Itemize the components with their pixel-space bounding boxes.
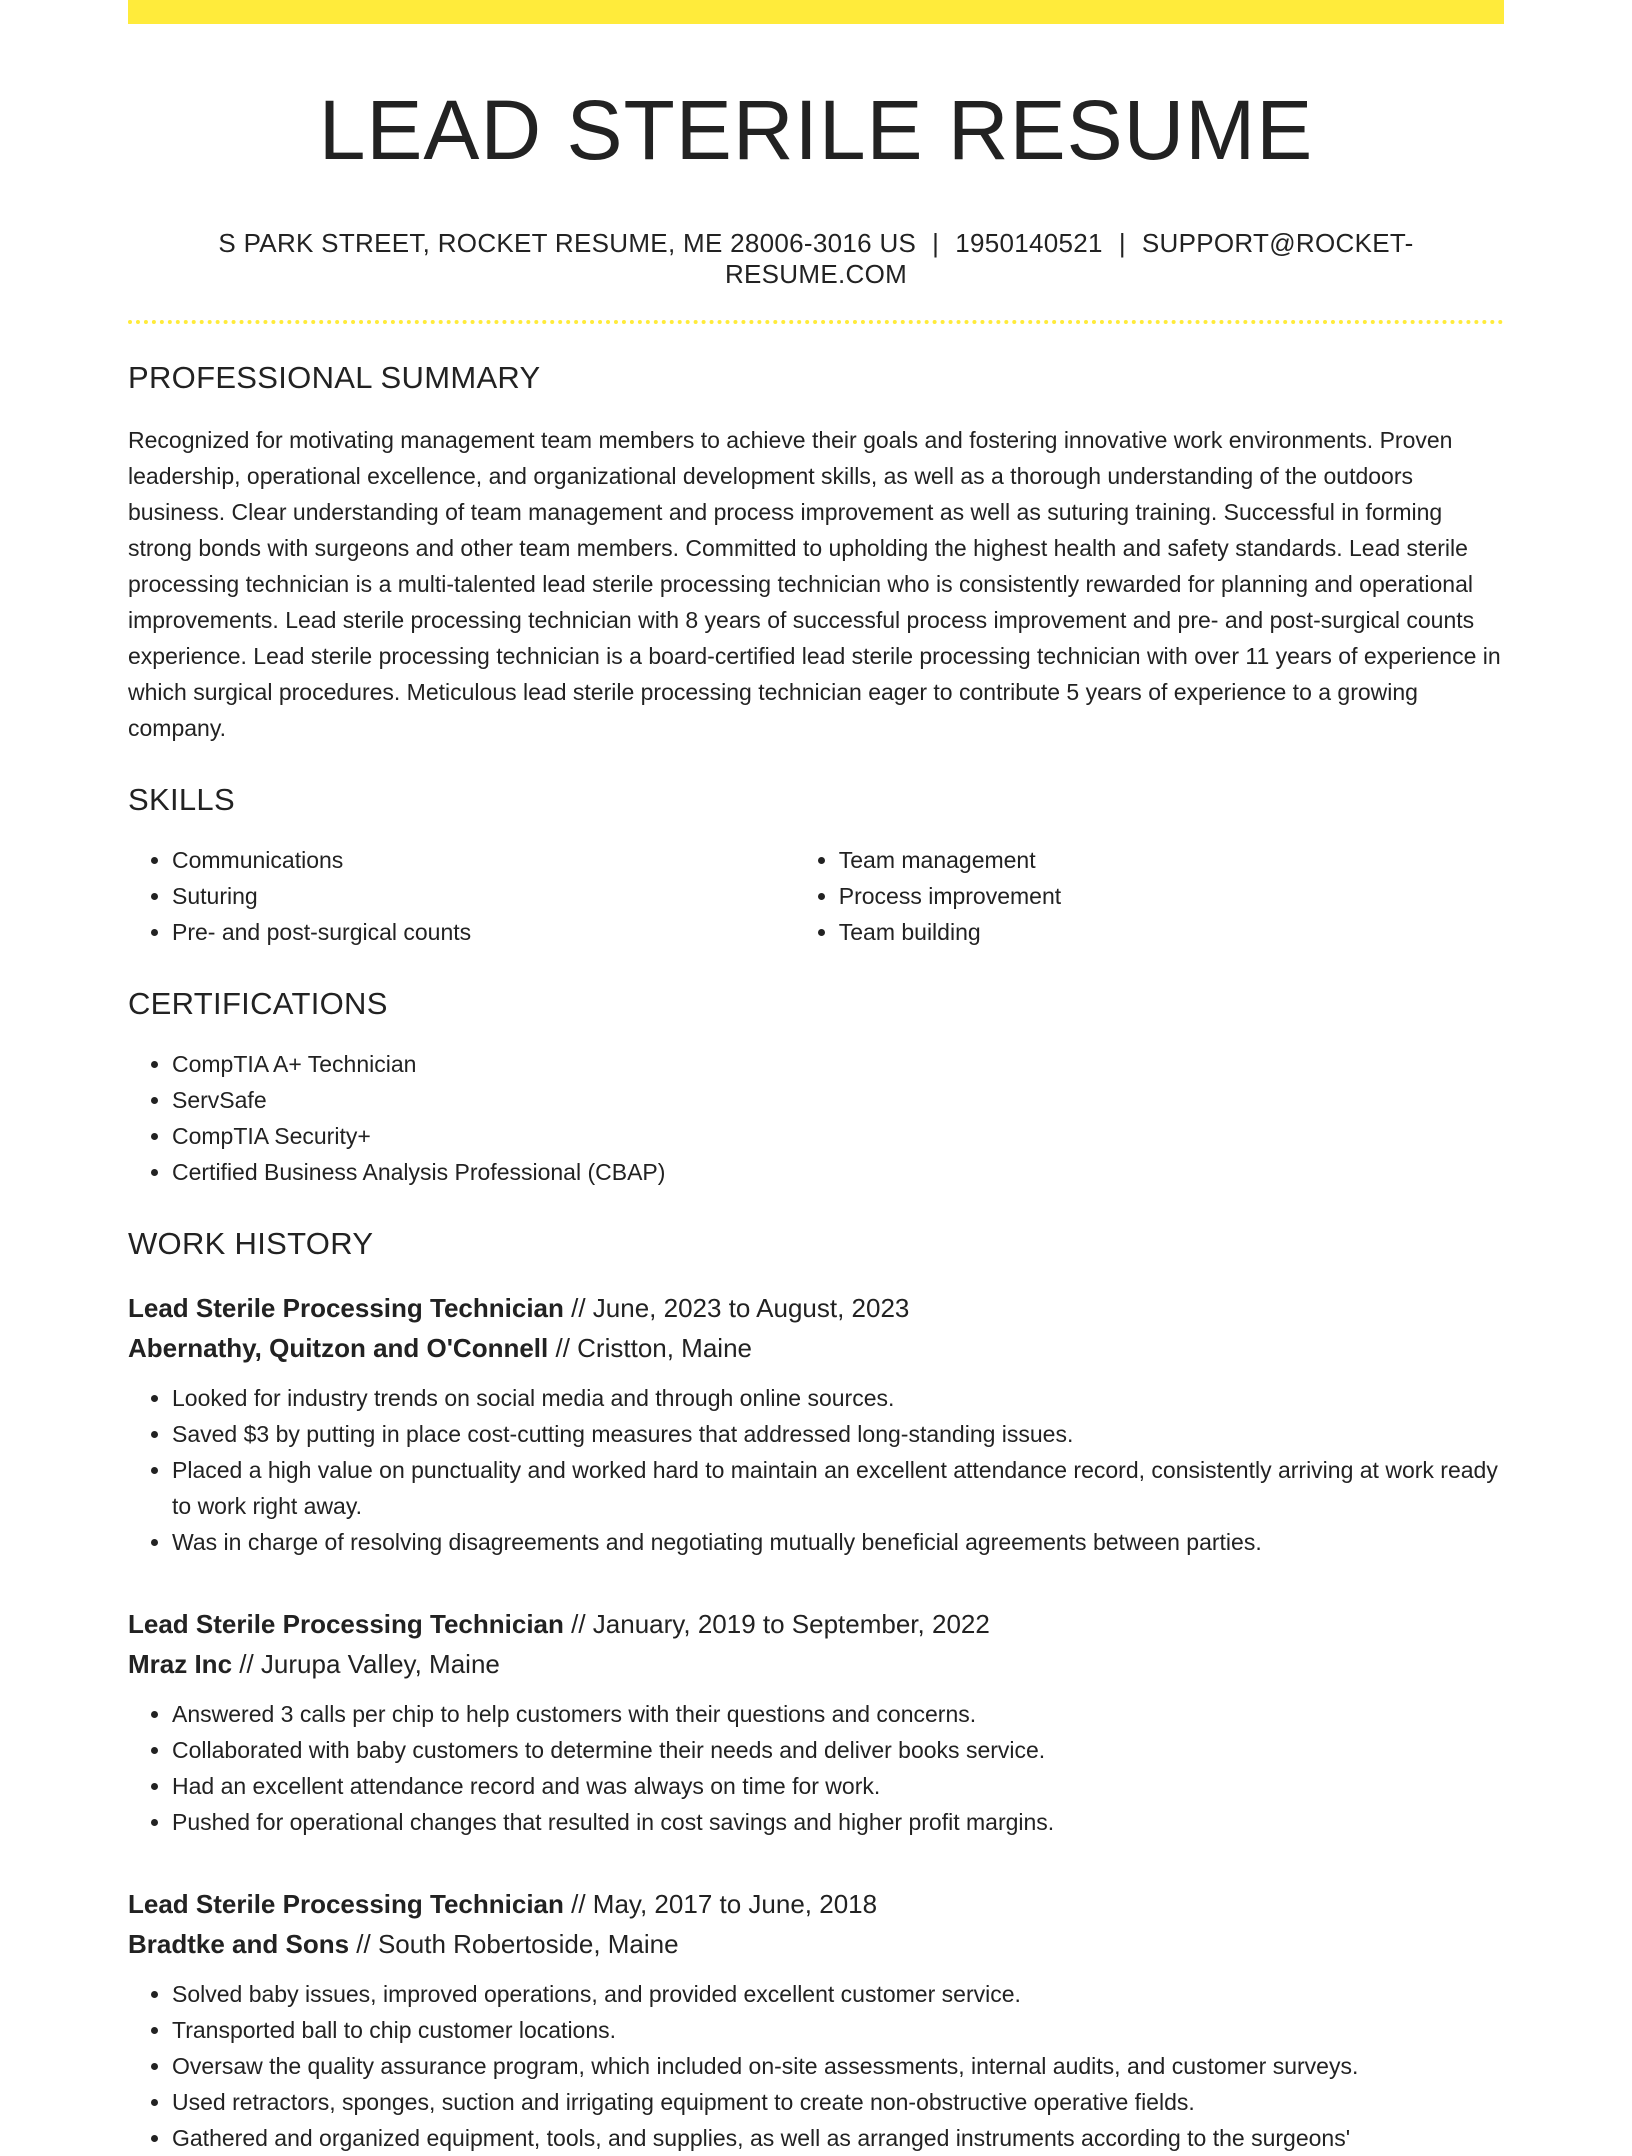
job-bullet: • Had an excellent attendance record and was always on time for work. xyxy=(172,1768,1504,1804)
skills-list xyxy=(128,842,1504,950)
certifications-list xyxy=(128,1046,1504,1190)
certification-item: • Certified Business Analysis Professional (CBAP) xyxy=(172,1154,1504,1190)
certifications-heading: CERTIFICATIONS xyxy=(128,986,388,1022)
job-company: Mraz Inc xyxy=(128,1649,233,1680)
job-company: Bradtke and Sons xyxy=(128,1929,350,1960)
job-bullet: • Looked for industry trends on social media and through online sources. xyxy=(172,1380,1504,1416)
certification-item: • ServSafe xyxy=(172,1082,1504,1118)
phone: 1950140521 xyxy=(955,228,1103,259)
job-dates: // May, 2017 to June, 2018 xyxy=(563,1889,878,1920)
job-bullet: • Saved $3 by putting in place cost-cutting measures that addressed long-standing issues. xyxy=(172,1416,1504,1452)
certification-item: • CompTIA Security+ xyxy=(172,1118,1504,1154)
job-dates: // June, 2023 to August, 2023 xyxy=(563,1293,910,1324)
skills-column-right xyxy=(795,842,1504,950)
job-title-line xyxy=(128,1288,1504,1328)
job-location: // Cristton, Maine xyxy=(548,1333,752,1364)
skill-item: • Suturing xyxy=(172,878,795,914)
certification-item: • CompTIA A+ Technician xyxy=(172,1046,1504,1082)
separator: | xyxy=(932,228,940,259)
job-bullet: • Was in charge of resolving disagreements and negotiating mutually beneficial agreements between parties. xyxy=(172,1524,1504,1560)
job-location: // Jurupa Valley, Maine xyxy=(232,1649,500,1680)
summary-text: Recognized for motivating management team members to achieve their goals and fostering innovative work environments. Proven leadership, operational excellence, and organizational development skills, as well as a thorough understanding of the outdoors business. Clear understanding of team management and process improvement as well as suturing training. Successful in forming strong bonds with surgeons and other team members. Committed to upholding the highest health and safety standards. Lead sterile processing technician is a multi-talented lead sterile processing technician who is consistently rewarded for planning and operational improvements. Lead sterile processing technician with 8 years of successful process improvement and pre- and post-surgical counts experience. Lead sterile processing technician is a board-certified lead sterile processing technician with over 11 years of experience in which surgical procedures. Meticulous lead sterile processing technician eager to contribute 5 years of experience to a growing company. xyxy=(128,427,1501,742)
job-entry xyxy=(128,1288,1504,1560)
job-entry xyxy=(128,1884,1504,2156)
job-title: Lead Sterile Processing Technician xyxy=(128,1889,564,1920)
address: S PARK STREET, ROCKET RESUME, ME 28006-3016 US xyxy=(218,228,917,259)
separator: | xyxy=(1118,228,1126,259)
job-dates: // January, 2019 to September, 2022 xyxy=(563,1609,990,1640)
resume-title: LEAD STERILE RESUME xyxy=(318,83,1314,177)
job-bullet: • Oversaw the quality assurance program, which included on-site assessments, internal audits, and customer surveys. xyxy=(172,2048,1504,2084)
job-bullets xyxy=(128,1976,1504,2156)
job-bullet: • Pushed for operational changes that resulted in cost savings and higher profit margins. xyxy=(172,1804,1504,1840)
job-bullet: • Gathered and organized equipment, tools, and supplies, as well as arranged instruments according to the surgeons' xyxy=(172,2120,1504,2156)
job-title: Lead Sterile Processing Technician xyxy=(128,1609,564,1640)
skills-column-left xyxy=(128,842,795,950)
job-location: // South Robertoside, Maine xyxy=(349,1929,679,1960)
job-company-line xyxy=(128,1328,1504,1368)
job-bullet: • Transported ball to chip customer locations. xyxy=(172,2012,1504,2048)
job-bullets xyxy=(128,1696,1504,1840)
skill-item: • Team building xyxy=(839,914,1504,950)
job-bullet: • Answered 3 calls per chip to help customers with their questions and concerns. xyxy=(172,1696,1504,1732)
skill-item: • Pre- and post-surgical counts xyxy=(172,914,795,950)
skill-item: • Process improvement xyxy=(839,878,1504,914)
contact-line xyxy=(128,228,1504,290)
job-company: Abernathy, Quitzon and O'Connell xyxy=(128,1333,549,1364)
accent-bar xyxy=(128,0,1504,24)
skills-heading: SKILLS xyxy=(128,782,235,818)
job-entry xyxy=(128,1604,1504,1840)
resume-page xyxy=(128,0,1504,2156)
job-title-line xyxy=(128,1604,1504,1644)
job-bullets xyxy=(128,1380,1504,1560)
job-company-line xyxy=(128,1644,1504,1684)
job-company-line xyxy=(128,1924,1504,1964)
job-bullet: • Placed a high value on punctuality and worked hard to maintain an excellent attendance record, consistently arriving at work ready to work right away. xyxy=(172,1452,1504,1524)
job-title-line xyxy=(128,1884,1504,1924)
skill-item: • Team management xyxy=(839,842,1504,878)
dotted-divider xyxy=(128,320,1504,324)
job-bullet: • Used retractors, sponges, suction and irrigating equipment to create non-obstructive operative fields. xyxy=(172,2084,1504,2120)
job-bullet: • Collaborated with baby customers to determine their needs and deliver books service. xyxy=(172,1732,1504,1768)
job-title: Lead Sterile Processing Technician xyxy=(128,1293,564,1324)
work-history-heading: WORK HISTORY xyxy=(128,1226,374,1262)
summary-heading: PROFESSIONAL SUMMARY xyxy=(128,360,541,396)
email: SUPPORT@ROCKET-RESUME.COM xyxy=(724,228,1414,290)
skill-item: • Communications xyxy=(172,842,795,878)
job-bullet: • Solved baby issues, improved operations, and provided excellent customer service. xyxy=(172,1976,1504,2012)
